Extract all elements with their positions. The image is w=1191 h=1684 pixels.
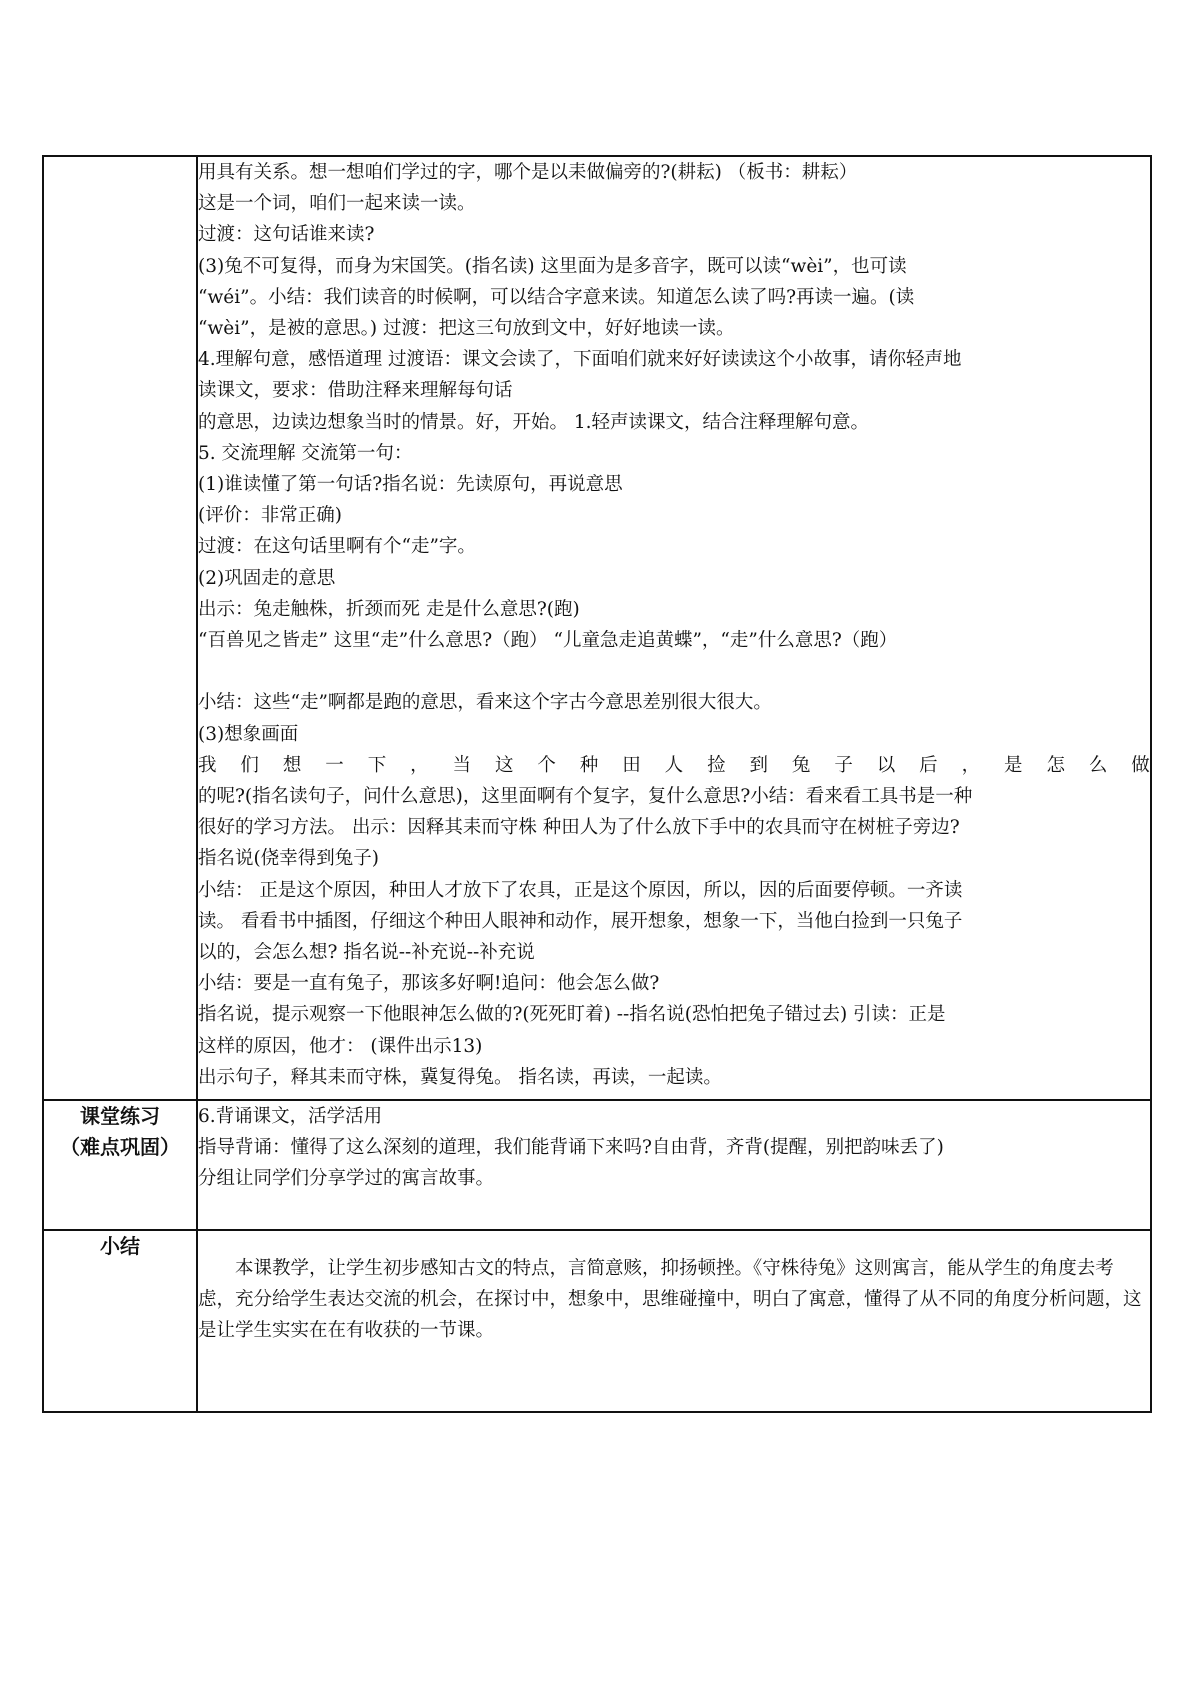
practice-row (43, 1100, 1151, 1230)
spread-char: 兔 (791, 754, 811, 776)
spread-char: 捡 (707, 754, 726, 776)
spread-char: 子 (834, 754, 853, 776)
content-line: (3)想象画面 (198, 723, 299, 745)
content-line: “百兽见之皆走” 这里“走”什么意思?（跑） “儿童急走追黄蝶”，“走”什么意思?（跑） (198, 630, 898, 652)
spread-char: 种 (579, 754, 599, 776)
spread-char: 我 (198, 754, 217, 776)
content-line: (2)巩固走的意思 (198, 567, 336, 589)
spread-char: ， (410, 754, 429, 776)
content-line: 指名说，提示观察一下他眼神怎么做的?(死死盯着) --指名说(恐怕把兔子错过去) 引读：正是 (198, 1004, 946, 1026)
spread-char: 做 (1131, 754, 1150, 776)
content-line: 4.理解句意，感悟道理 过渡语：课文会读了，下面咱们就来好好读读这个小故事，请你轻声地 (198, 349, 962, 371)
content-line: 的意思，边读边想象当时的情景。好，开始。 1.轻声读课文，结合注释理解句意。 (198, 411, 870, 433)
practice-content (197, 1100, 1151, 1230)
teaching-process-row (43, 156, 1151, 1100)
spread-char: 一 (325, 754, 344, 776)
summary-label-cell (43, 1230, 197, 1412)
summary-content (197, 1230, 1151, 1412)
spread-char: 是 (1004, 754, 1023, 776)
spread-char: 们 (240, 754, 259, 776)
content-line: 过渡：这句话谁来读? (198, 224, 375, 246)
spread-char: 个 (537, 754, 556, 776)
content-line: 小结： 正是这个原因，种田人才放下了农具，正是这个原因，所以，因的后面要停顿。一齐读 (198, 879, 963, 901)
spread-char: 以 (876, 754, 896, 776)
content-line: 小结：这些“走”啊都是跑的意思，看来这个字古今意思差别很大很大。 (198, 692, 772, 714)
content-line: 过渡：在这句话里啊有个“走”字。 (198, 536, 476, 558)
content-line: 用具有关系。想一想咱们学过的字，哪个是以耒做偏旁的?(耕耘) （板书：耕耘） (198, 162, 858, 183)
content-line: 出示：兔走触株，折颈而死 走是什么意思?(跑) (198, 598, 580, 620)
content-line: 的呢?(指名读句子，问什么意思)，这里面啊有个复字，复什么意思?小结：看来看工具书是一种 (198, 786, 973, 808)
content-line: 5. 交流理解 交流第一句： (198, 442, 413, 464)
content-line: (3)兔不可复得，而身为宋国笑。(指名读) 这里面为是多音字，既可以读“wèi”，也可读 (198, 255, 907, 277)
content-line: 出示句子，释其耒而守株，冀复得兔。 指名读，再读，一起读。 (198, 1066, 722, 1088)
content-line: 读课文，要求：借助注释来理解每句话 (198, 380, 513, 402)
content-line: 读。 看看书中插图，仔细这个种田人眼神和动作，展开想象，想象一下，当他白捡到一只兔子 (198, 910, 963, 932)
spread-char: ， (961, 754, 981, 776)
spread-char: 么 (1088, 754, 1108, 776)
practice-label: 课堂练习 (80, 1104, 160, 1128)
spread-char: 后 (919, 754, 938, 776)
summary-paragraph: 本课教学，让学生初步感知古文的特点，言简意赅，抑扬顿挫。《守株待兔》这则寓言，能从学生的角度去考虑，充分给学生表达交流的机会，在探讨中，想象中，思维碰撞中，明白了寓意，懂得了从不同的角度分析问题，这是让学生实实在在有收获的一节课。 (198, 1258, 1142, 1342)
content-line: (评价：非常正确) (198, 505, 342, 527)
spread-char: 人 (664, 754, 684, 776)
content-line: 指名说(侥幸得到兔子) (198, 848, 379, 870)
spread-char: 当 (452, 754, 472, 776)
practice-sublabel: （难点巩固） (60, 1135, 180, 1159)
blank-line (198, 656, 1150, 687)
practice-label-cell (43, 1100, 197, 1230)
summary-label: 小结 (100, 1234, 140, 1258)
content-line: 小结：要是一直有兔子，那该多好啊!追问：他会怎么做? (198, 973, 660, 995)
content-line: “wèi”，是被的意思。) 过渡：把这三句放到文中，好好地读一读。 (198, 318, 735, 340)
content-line: 这是一个词，咱们一起来读一读。 (198, 193, 476, 215)
summary-row (43, 1230, 1151, 1412)
spread-char: 田 (622, 754, 641, 776)
content-line: 这样的原因，他才： (课件出示13) (198, 1035, 483, 1057)
content-line: (1)谁读懂了第一句话?指名说：先读原句，再说意思 (198, 474, 623, 496)
lesson-plan-table (42, 155, 1152, 1413)
content-line: “wéi”。小结：我们读音的时候啊，可以结合字意来读。知道怎么读了吗?再读一遍。(读 (198, 286, 915, 308)
spread-content-line (198, 750, 1150, 781)
spread-char: 想 (282, 754, 302, 776)
content-line: 指导背诵：懂得了这么深刻的道理，我们能背诵下来吗?自由背，齐背(提醒，别把韵味丢了) (198, 1137, 944, 1159)
spread-char: 下 (367, 754, 387, 776)
spread-char: 怎 (1046, 754, 1065, 776)
spread-char: 到 (749, 754, 768, 776)
teaching-process-content (197, 156, 1151, 1100)
teaching-process-label-cell (43, 156, 197, 1100)
content-line: 分组让同学们分享学过的寓言故事。 (198, 1168, 495, 1190)
spread-char: 这 (494, 754, 514, 776)
content-line: 以的，会怎么想? 指名说--补充说--补充说 (198, 942, 535, 964)
content-line: 很好的学习方法。 出示：因释其耒而守株 种田人为了什么放下手中的农具而守在树桩子旁边? (198, 817, 960, 839)
content-line: 6.背诵课文，活学活用 (198, 1106, 383, 1127)
